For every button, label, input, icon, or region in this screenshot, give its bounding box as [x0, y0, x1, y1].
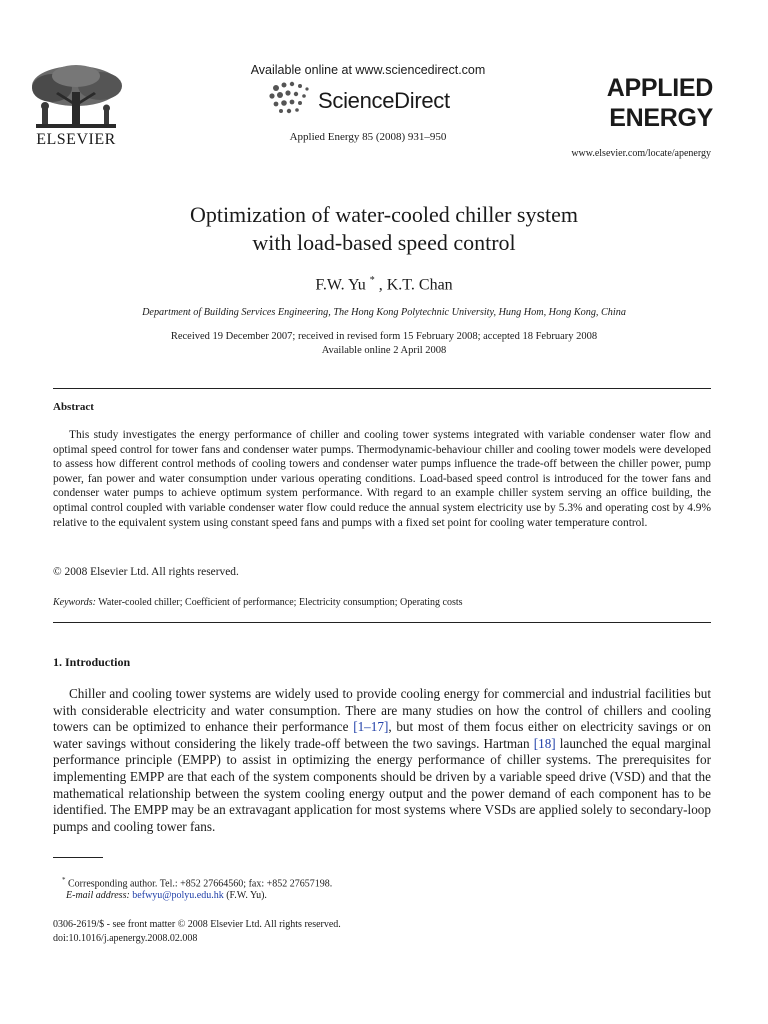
- issn-line: 0306-2619/$ - see front matter © 2008 Elsevier Ltd. All rights reserved.: [53, 919, 341, 930]
- received-dates: Received 19 December 2007; received in revised form 15 February 2008; accepted 18 February 2008: [170, 331, 598, 342]
- footnote-corresponding: [62, 876, 332, 889]
- email-label: E-mail address:: [66, 890, 130, 901]
- journal-title-logo: [545, 73, 713, 133]
- intro-text-2: , but most of them focus either on electricity savings or on water savings without considering the likely trade-off between the two savings. Hartman: [53, 719, 712, 751]
- citation-link[interactable]: [1–17]: [353, 719, 389, 735]
- footnote-rule: [53, 857, 103, 858]
- doi-line[interactable]: doi:10.1016/j.apenergy.2008.02.008: [53, 933, 198, 944]
- affiliation: Department of Building Services Engineering, The Hong Kong Polytechnic University, Hung Hom, Hong Kong, China: [142, 307, 626, 318]
- author-2[interactable]: , K.T. Chan: [378, 276, 453, 294]
- journal-title-line1: APPLIED: [606, 74, 713, 102]
- divider-top: [53, 388, 711, 389]
- title-line2: with load-based speed control: [252, 230, 516, 255]
- corresponding-author-mark[interactable]: *: [369, 275, 375, 286]
- publisher-name: ELSEVIER: [36, 131, 116, 148]
- footnote-email: [66, 890, 267, 901]
- intro-text-3: launched the equal marginal performance principle (EMPP) to assist in optimizing the energy performance of chiller systems. The prerequisites for implementing EMPP are that each of the system components should be driven by a variable speed drive (VSD) and that the mathematical relationship between the system cooling energy output and the power demand of each component has to be identified. The EMPP may be an extravagant application for most systems where VSDs are applied solely to secondary-loop pumps and cooling tower fans.: [53, 735, 711, 834]
- introduction-paragraph: [53, 686, 711, 835]
- available-online-text: Available online at www.sciencedirect.com: [250, 63, 486, 77]
- sciencedirect-wordmark: ScienceDirect: [318, 88, 450, 113]
- title-line1: Optimization of water-cooled chiller system: [189, 202, 579, 227]
- abstract-copyright: © 2008 Elsevier Ltd. All rights reserved.: [53, 566, 239, 578]
- email-suffix: (F.W. Yu).: [223, 890, 267, 901]
- abstract-heading: Abstract: [53, 401, 94, 413]
- footnote-mark: *: [62, 876, 66, 884]
- journal-title-line2: ENERGY: [609, 104, 713, 132]
- author-list: [40, 275, 728, 294]
- intro-text-1: Chiller and cooling tower systems are widely used to provide cooling energy for commercial and industrial facilities but with considerable electricity and water consumption. There are many studies on how the control of chillers and cooling towers can be optimized to enhance their performance: [53, 686, 711, 735]
- available-date: Available online 2 April 2008: [321, 345, 447, 356]
- abstract-body: This study investigates the energy performance of chiller and cooling tower systems integrated with variable condenser water flow and optimal speed control for tower fans and condenser water pumps. Thermodynamic-behaviour chiller and cooling tower models were developed to assess how different control methods of cooling towers and condenser water pumps influence the trade-off between the chiller power, pump power, fan power and water consumption under various operating conditions. Load-based speed control is introduced for the tower fans and condenser water pumps to achieve optimum system performance. With regard to an example chiller system serving an office building, the optimal control coupled with variable condenser water flow could reduce the annual system electricity use by 5.3% and operating cost by 4.9% relative to the equivalent system using constant speed fans and pumps with a fixed set point for cooling water temperature control.: [53, 429, 711, 529]
- keywords: [53, 597, 711, 608]
- keywords-label: Keywords:: [53, 597, 96, 608]
- author-1[interactable]: F.W. Yu: [315, 276, 366, 294]
- journal-reference: Applied Energy 85 (2008) 931–950: [289, 131, 447, 143]
- journal-url[interactable]: www.elsevier.com/locate/apenergy: [571, 148, 711, 159]
- article-dates: [40, 330, 728, 358]
- email-link[interactable]: befwyu@polyu.edu.hk: [132, 890, 224, 901]
- article-title: [40, 201, 728, 257]
- keywords-list: Water-cooled chiller; Coefficient of performance; Electricity consumption; Operating costs: [98, 597, 463, 608]
- citation-link[interactable]: [18]: [533, 735, 556, 751]
- divider-bottom: [53, 622, 711, 623]
- footnote-corresponding-text: Corresponding author. Tel.: +852 27664560; fax: +852 27657198.: [68, 878, 333, 890]
- section-heading-introduction: 1. Introduction: [53, 655, 131, 669]
